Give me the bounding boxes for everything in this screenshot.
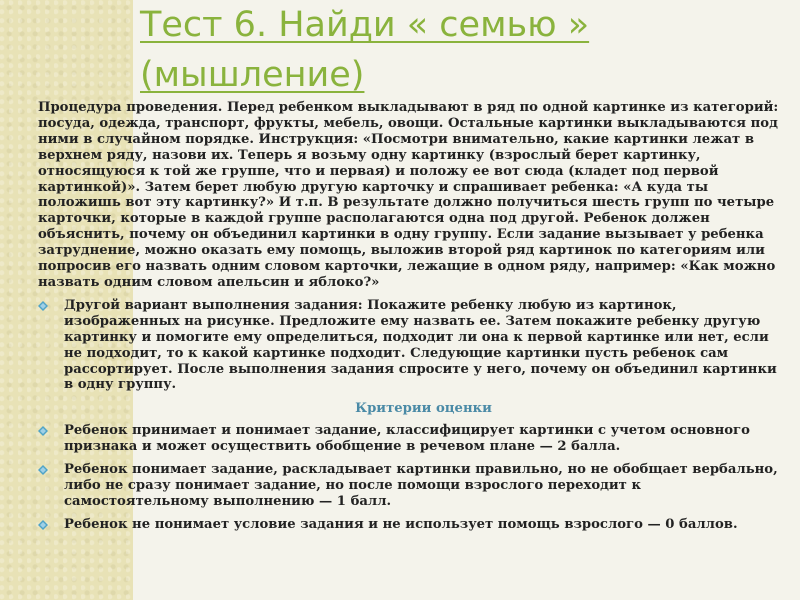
title-line-2: (мышление): [140, 55, 365, 95]
criteria-text: Ребенок не понимает условие задания и не использует помощь взрослого — 0 баллов.: [64, 516, 738, 532]
slide-body: [38, 100, 783, 533]
criteria-item: [38, 462, 783, 510]
slide-title: [140, 0, 780, 100]
variant-text: Другой вариант выполнения задания: Покажите ребенку любую из картинок, изображенных на рисунке. Предложите ему назвать ее. Затем покажите ребенку другую картинку и помогите ему определиться, подходит ли она к первой картинке или нет, если не подходит, то к какой картинке подходит. Следующие картинки пусть ребенок сам рассортирует. После выполнения задания спросите у него, почему он объединил картинки в одну группу.: [64, 297, 777, 393]
diamond-bullet-icon: [38, 465, 48, 475]
criteria-heading: Критерии оценки: [355, 401, 492, 417]
procedure-paragraph: [38, 100, 783, 291]
criteria-text: Ребенок принимает и понимает задание, классифицирует картинки с учетом основного признака и может осуществить обобщение в речевом плане — 2 балла.: [64, 423, 750, 455]
diamond-bullet-icon: [38, 301, 48, 311]
title-line-1: Тест 6. Найди « семью »: [140, 5, 590, 45]
diamond-bullet-icon: [38, 426, 48, 436]
criteria-item: [38, 423, 783, 455]
criteria-item: [38, 517, 783, 533]
criteria-text: Ребенок понимает задание, раскладывает картинки правильно, но не обобщает вербально, либо не сразу понимает задание, но после помощи взрослого переходит к самостоятельному выполнению — 1 балл.: [64, 462, 778, 509]
diamond-bullet-icon: [38, 520, 48, 530]
procedure-label: Процедура проведения.: [38, 100, 223, 115]
procedure-text: Перед ребенком выкладывают в ряд по одной картинке из категорий: посуда, одежда, транспорт, фрукты, мебель, овощи. Остальные картинки выкладываются под ними в случайном порядке. Инструкция: «Посмотри внимательно, какие картинки лежат в верхнем ряду, назови их. Теперь я возьму одну картинку (взрослый берет картинку, относящуюся к той же группе, что и первая) и положу ее вот сюда (кладет под первой картинкой)». Затем берет любую другую карточку и спрашивает ребенка: «А куда ты положишь вот эту картинку?» И т.п. В результате должно получиться шесть групп по четыре карточки, которые в каждой группе располагаются одна под другой. Ребенок должен объяснить, почему он объединил картинки в одну группу. Если задание вызывает у ребенка затруднение, можно оказать ему помощь, выложив второй ряд картинок по категориям или попросив его назвать одним словом карточки, лежащие в одном ряду, например: «Как можно назвать одним словом апельсин и яблоко?»: [38, 100, 779, 290]
variant-item: [38, 298, 783, 393]
